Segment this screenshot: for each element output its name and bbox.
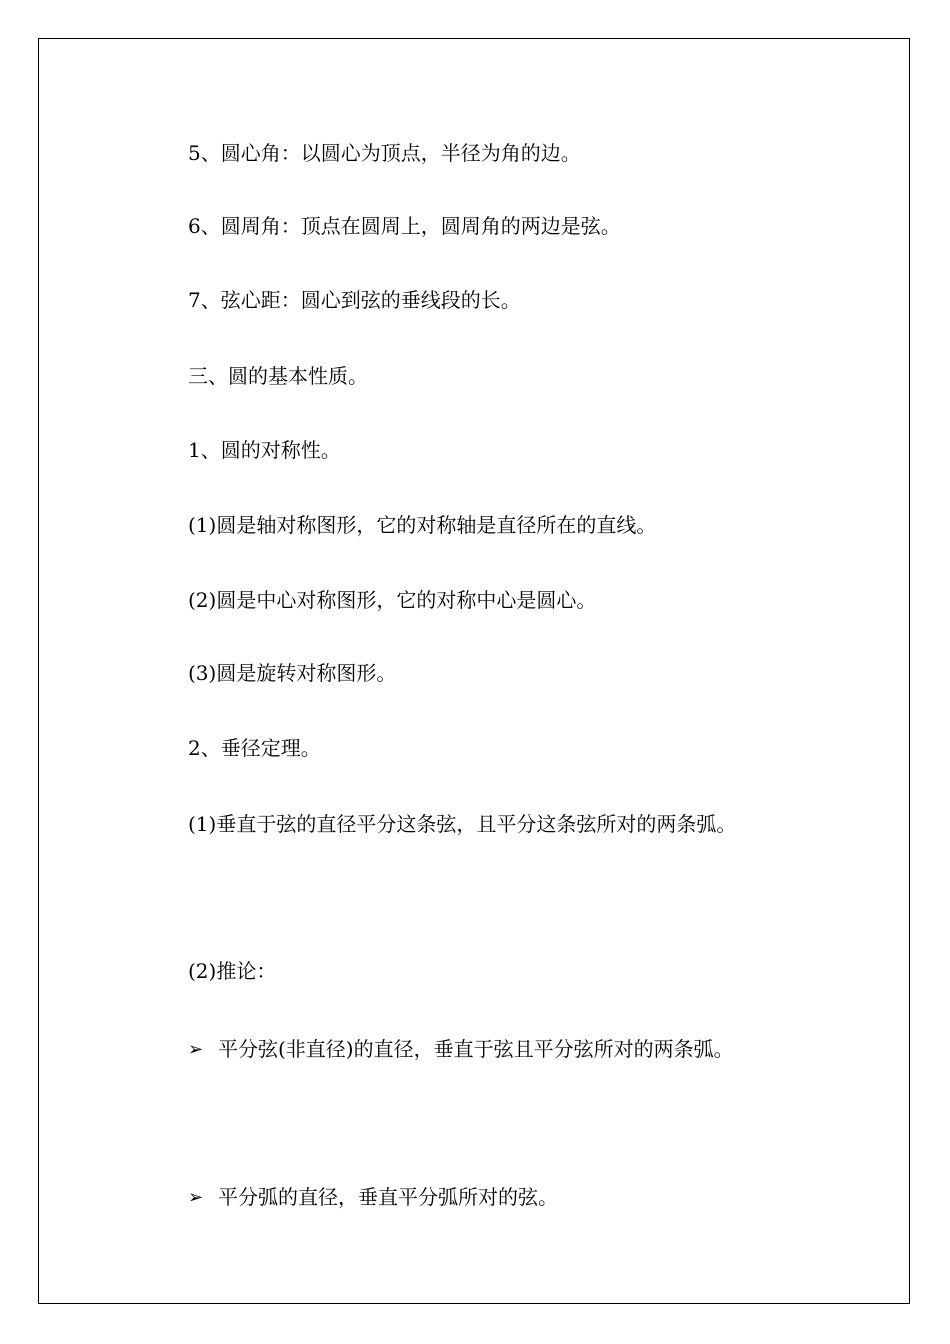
text-line: 6、圆周角：顶点在圆周上，圆周角的两边是弦。 [188,214,621,238]
bullet-item: 平分弦(非直径)的直径，垂直于弦且平分弦所对的两条弧。 [218,1037,734,1061]
subsection-heading: 2、垂径定理。 [188,736,321,760]
text-line: (1)圆是轴对称图形，它的对称轴是直径所在的直线。 [188,513,657,537]
section-heading: 三、圆的基本性质。 [188,364,368,388]
bullet-item: 平分弧的直径，垂直平分弧所对的弦。 [218,1185,558,1209]
text-line: (1)垂直于弦的直径平分这条弦，且平分这条弦所对的两条弧。 [188,812,737,836]
text-line: (2)推论： [188,959,277,983]
text-line: (3)圆是旋转对称图形。 [188,661,397,685]
text-line: 7、弦心距：圆心到弦的垂线段的长。 [188,288,521,312]
subsection-heading: 1、圆的对称性。 [188,438,341,462]
arrow-bullet-icon: ➢ [188,1039,204,1060]
arrow-bullet-icon: ➢ [188,1187,204,1208]
text-line: 5、圆心角：以圆心为顶点，半径为角的边。 [188,141,581,165]
text-line: (2)圆是中心对称图形，它的对称中心是圆心。 [188,588,597,612]
